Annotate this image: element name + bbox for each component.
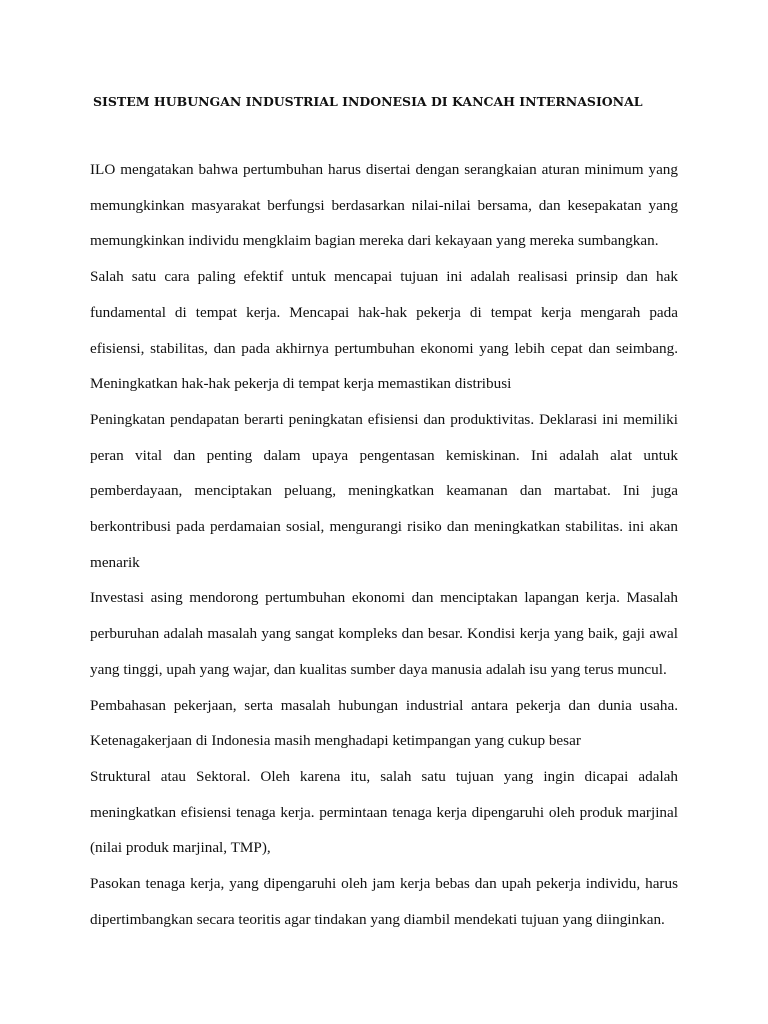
paragraph-income: Peningkatan pendapatan berarti peningkatan efisiensi dan produktivitas. Deklarasi ini memiliki peran vital dan penting dalam upaya pengentasan kemiskinan. Ini adalah alat untuk pemberdayaan, menciptakan peluang, meningkatkan keamanan dan martabat. Ini juga berkontribusi pada perdamaian sosial, mengurangi risiko dan meningkatkan stabilitas. ini akan menarik [90, 410, 678, 571]
paragraph-foreign-investment: Investasi asing mendorong pertumbuhan ekonomi dan menciptakan lapangan kerja. Masalah perburuhan adalah masalah yang sangat kompleks dan besar. Kondisi kerja yang baik, gaji awal yang tinggi, upah yang wajar, dan kualitas sumber daya manusia adalah isu yang terus muncul. [90, 589, 678, 678]
paragraph-ilo: ILO mengatakan bahwa pertumbuhan harus disertai dengan serangkaian aturan minimum yang memungkinkan masyarakat berfungsi berdasarkan nilai-nilai bersama, dan kesepakatan yang memungkinkan individu mengklaim bagian mereka dari kekayaan yang mereka sumbangkan. [90, 161, 678, 250]
paragraph-structural: Struktural atau Sektoral. Oleh karena itu, salah satu tujuan yang ingin dicapai adalah meningkatkan efisiensi tenaga kerja. permintaan tenaga kerja dipengaruhi oleh produk marjinal (nilai produk marjinal, TMP), [90, 767, 678, 857]
paragraph-employment-discussion: Pembahasan pekerjaan, serta masalah hubungan industrial antara pekerja dan dunia usaha. Ketenagakerjaan di Indonesia masih menghadapi ketimpangan yang cukup besar [90, 696, 678, 750]
document-body [90, 152, 678, 937]
paragraph-fundamental-rights: Salah satu cara paling efektif untuk mencapai tujuan ini adalah realisasi prinsip dan hak fundamental di tempat kerja. Mencapai hak-hak pekerja di tempat kerja mengarah pada efisiensi, stabilitas, dan pada akhirnya pertumbuhan ekonomi yang lebih cepat dan seimbang. Meningkatkan hak-hak pekerja di tempat kerja memastikan distribusi [90, 268, 678, 393]
paragraph-labor-supply: Pasokan tenaga kerja, yang dipengaruhi oleh jam kerja bebas dan upah pekerja individu, harus dipertimbangkan secara teoritis agar tindakan yang diambil mendekati tujuan yang diinginkan. [90, 875, 678, 928]
document-title: SISTEM HUBUNGAN INDUSTRIAL INDONESIA DI KANCAH INTERNASIONAL [93, 94, 643, 109]
